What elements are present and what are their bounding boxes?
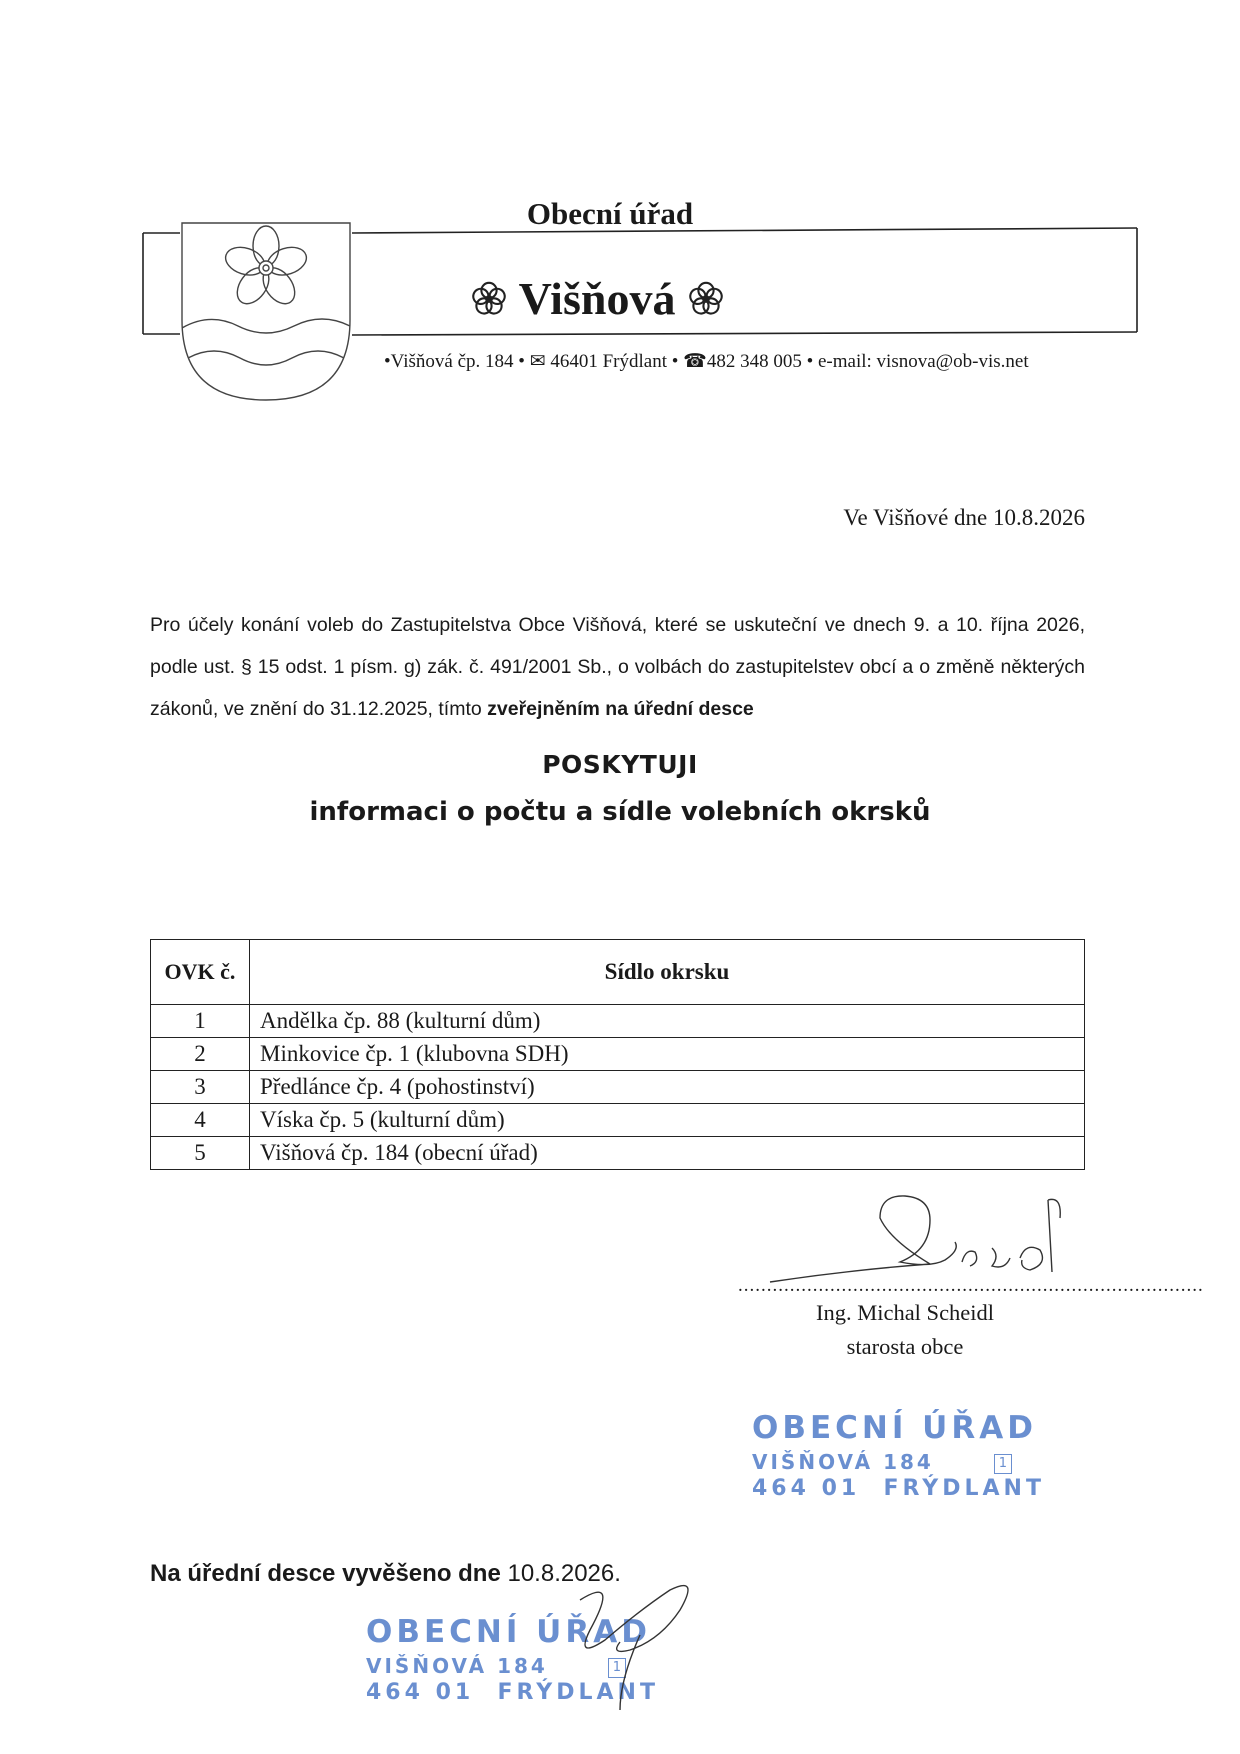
row-number: 5 bbox=[151, 1137, 250, 1170]
telephone-icon: ☎ bbox=[683, 351, 707, 372]
stamp-address: VIŠŇOVÁ 184 bbox=[366, 1654, 548, 1678]
stamp-city: FRÝDLANT bbox=[883, 1476, 1045, 1501]
date-line: Ve Višňové dne 10.8.2026 bbox=[843, 505, 1085, 530]
stamp-postal: 464 01 bbox=[366, 1680, 475, 1705]
posting-date: 10.8.2026. bbox=[507, 1560, 621, 1587]
stamp-line-1: OBECNÍ ÚŘAD bbox=[752, 1410, 1037, 1446]
row-number: 2 bbox=[151, 1038, 250, 1071]
table-row bbox=[151, 1071, 1085, 1104]
table-header-row bbox=[151, 940, 1085, 1005]
signature-line: ................................................................................. bbox=[738, 1275, 1204, 1296]
posting-line bbox=[150, 1560, 621, 1588]
paragraph-text: Pro účely konání voleb do Zastupitelstva Obce Višňová, které se uskuteční ve dnech 9. a 10. října 2026, podle ust. § 15 odst. 1 písm. g) zák. č. 491/2001 Sb., o volbách do zastupitelstev obcí a o změně některých zákonů, ve znění do 31.12.2025, tímto bbox=[150, 614, 1085, 720]
main-paragraph bbox=[150, 604, 1085, 730]
row-seat: Minkovice čp. 1 (klubovna SDH) bbox=[250, 1038, 1085, 1071]
row-number: 4 bbox=[151, 1104, 250, 1137]
paragraph-bold-text: zveřejněním na úřední desce bbox=[487, 698, 754, 720]
flower-icon bbox=[470, 280, 508, 318]
heading-poskytuji: POSKYTUJI bbox=[542, 750, 698, 779]
stamp-address: VIŠŇOVÁ 184 bbox=[752, 1450, 934, 1474]
row-number: 1 bbox=[151, 1005, 250, 1038]
table-row bbox=[151, 1104, 1085, 1137]
municipality-name-text: Višňová bbox=[518, 273, 676, 324]
table-row bbox=[151, 1005, 1085, 1038]
office-stamp bbox=[752, 1410, 1045, 1501]
row-number: 3 bbox=[151, 1071, 250, 1104]
row-seat: Andělka čp. 88 (kulturní dům) bbox=[250, 1005, 1085, 1038]
stamp-box: 1 bbox=[608, 1658, 626, 1678]
table-row bbox=[151, 1038, 1085, 1071]
signer-name: Ing. Michal Scheidl bbox=[815, 1300, 995, 1325]
stamp-city: FRÝDLANT bbox=[497, 1680, 659, 1705]
postal-text: 46401 Frýdlant • bbox=[550, 351, 679, 372]
email-text: e-mail: visnova@ob-vis.net bbox=[817, 351, 1029, 372]
col-number-header: OVK č. bbox=[151, 940, 250, 1005]
stamp-line-2 bbox=[752, 1450, 1045, 1474]
address-text: •Višňová čp. 184 • bbox=[384, 351, 525, 372]
posting-bold: Na úřední desce vyvěšeno dne bbox=[150, 1560, 501, 1587]
contact-line bbox=[384, 350, 1029, 373]
col-seat-header: Sídlo okrsku bbox=[250, 940, 1085, 1005]
envelope-icon: ✉ bbox=[529, 351, 546, 372]
stamp-postal: 464 01 bbox=[752, 1476, 861, 1501]
row-seat: Víska čp. 5 (kulturní dům) bbox=[250, 1104, 1085, 1137]
handwritten-initials bbox=[560, 1580, 730, 1730]
stamp-line-3 bbox=[752, 1476, 1045, 1501]
signer-role: starosta obce bbox=[846, 1334, 964, 1359]
phone-text: 482 348 005 • bbox=[706, 351, 814, 372]
table-row bbox=[151, 1137, 1085, 1170]
coat-of-arms-icon bbox=[182, 223, 350, 400]
office-title: Obecní úřad bbox=[526, 196, 694, 231]
stamp-line-1: OBECNÍ ÚŘAD bbox=[366, 1614, 651, 1650]
municipality-name bbox=[470, 272, 725, 325]
districts-table bbox=[150, 939, 1085, 1170]
stamp-box: 1 bbox=[994, 1454, 1012, 1474]
row-seat: Višňová čp. 184 (obecní úřad) bbox=[250, 1137, 1085, 1170]
row-seat: Předlánce čp. 4 (pohostinství) bbox=[250, 1071, 1085, 1104]
flower-icon bbox=[687, 280, 725, 318]
subheading: informaci o počtu a sídle volebních okrsků bbox=[309, 797, 931, 827]
